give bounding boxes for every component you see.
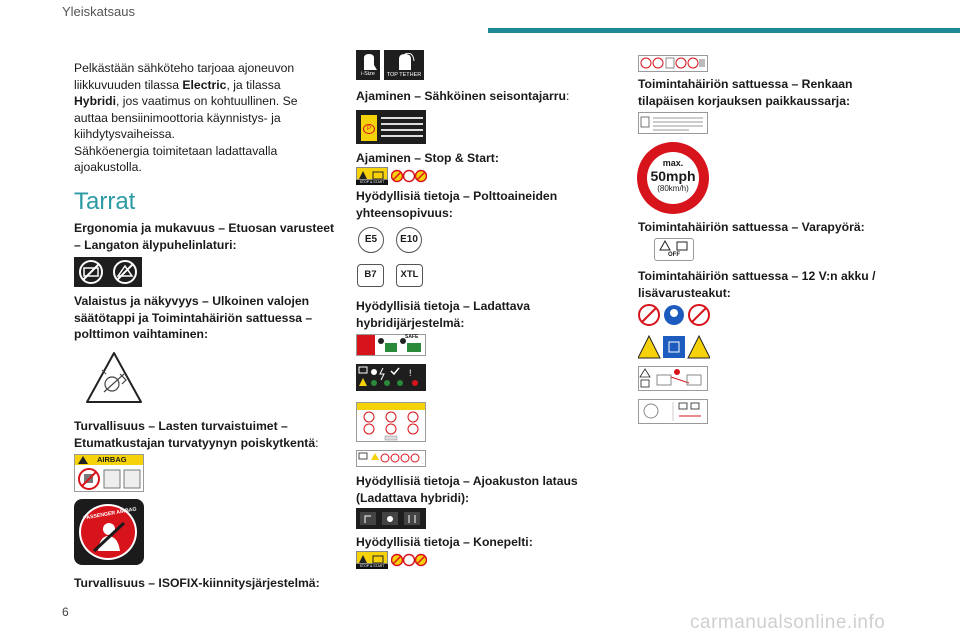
hybrid-prohibitions-icon — [359, 411, 423, 441]
hybrid-label-3 — [356, 402, 426, 442]
stop-start-label: STOP & START SYSTEM — [356, 167, 426, 185]
svg-text:!: ! — [409, 368, 412, 378]
heading-charging: Hyödyllisiä tietoja – Ajoakuston lataus (Ladattava hybridi): — [356, 474, 578, 505]
heading-parking-brake: Ajaminen – Sähköinen seisontajarru: — [356, 89, 570, 103]
airbag-warning-label — [74, 454, 144, 492]
battery-warning-icons — [638, 334, 710, 360]
intro-paragraph — [74, 60, 344, 176]
heading-spare-wheel: Toimintahäiriön sattuessa – Varapyörä: — [638, 220, 865, 234]
heading-battery: Toimintahäiriön sattuessa – 12 V:n akku / lisävarusteakut: — [638, 269, 876, 300]
heading-valaistus: Valaistus ja näkyvyys – Ulkoinen valojen säätötappi ja Toimintahäiriön sattuessa – polttimon vaihtaminen: — [74, 294, 313, 341]
bonnet-label: STOP & START SYSTEM — [356, 551, 426, 569]
top-tether-logo: TOP TETHER — [384, 50, 424, 80]
tether-seat-icon — [395, 53, 415, 71]
heading-fuel: Hyödyllisiä tietoja – Polttoaineiden yhteensopivuus: — [356, 189, 558, 220]
fuel-badge-b7: B7 — [357, 264, 384, 287]
parking-icon: P — [363, 124, 375, 134]
isize-logo: i-Size — [356, 50, 380, 80]
intro-line: auttaa bensiinimoottoria käynnistys- ja — [74, 110, 281, 125]
heading-ergonomia: Ergonomia ja mukavuus – Etuosan varusteet – Langaton älypuhelinlaturi: — [74, 221, 335, 252]
off-label: OFF — [668, 252, 680, 258]
battery-jump-icon — [639, 400, 707, 423]
fuel-badge-xtl: XTL — [396, 264, 423, 287]
intro-line: kiihdytysvaiheissa. — [74, 127, 175, 141]
child-seat-icon — [92, 521, 126, 553]
heading-bonnet: Hyödyllisiä tietoja – Konepelti: — [356, 535, 533, 549]
charging-label — [356, 508, 426, 529]
heading-isofix: Turvallisuus – ISOFIX-kiinnitysjärjestelmä: — [74, 576, 320, 590]
intro-line: ajoakustolla. — [74, 160, 142, 174]
hybrid-symbol-row-icon — [357, 451, 425, 466]
speed-limit-sign — [637, 142, 709, 214]
airbag-text: AIRBAG — [97, 455, 127, 464]
intro-line: Hybridi, jos vaatimus on kohtuullinen. Se — [74, 94, 298, 108]
hybrid-label-4 — [356, 450, 426, 467]
passenger-airbag-text: PASSENGER AIRBAG — [82, 506, 138, 522]
battery-connect-icon — [639, 367, 707, 390]
intro-line: liikkuvuuden tilassa Electric, ja tilassa — [74, 77, 281, 92]
page-number: 6 — [62, 605, 69, 619]
child-seat-icon — [359, 53, 379, 71]
wireless-charger-label — [74, 257, 142, 287]
speed-max: max. — [662, 158, 684, 168]
hybrid-label-2 — [356, 364, 426, 391]
hybrid-warning-icons — [357, 365, 425, 390]
heading-lasten: Turvallisuus – Lasten turvaistuimet – Etumatkustajan turvatyynyn poiskytkentä: — [74, 419, 319, 450]
battery-label-2 — [638, 399, 708, 424]
fuel-badge-e10: E10 — [396, 227, 422, 253]
speed-value: 50mph — [650, 168, 696, 184]
warning-triangle-icon — [77, 455, 89, 465]
fuel-badge-e5: E5 — [358, 227, 384, 253]
watermark: carmanualsonline.info — [690, 612, 886, 633]
hybrid-label-1: SAFE — [356, 334, 426, 356]
charging-icons — [357, 509, 425, 528]
repair-kit-label — [638, 112, 708, 134]
repair-kit-symbols — [638, 55, 708, 72]
intro-line: Pelkästään sähköteho tarjoaa ajoneuvon — [74, 61, 295, 75]
spare-wheel-label — [654, 238, 694, 261]
heading-repair-kit: Toimintahäiriön sattuessa – Renkaan tilapäisen korjauksen paikkaussarja: — [638, 77, 853, 108]
heading-stop-start: Ajaminen – Stop & Start: — [356, 151, 499, 165]
running-header: Yleiskatsaus — [62, 4, 135, 19]
bulb-warning-icon — [84, 350, 144, 406]
intro-line: Sähköenergia toimitetaan ladattavalla — [74, 143, 278, 158]
speed-kmh: (80km/h) — [657, 184, 689, 193]
battery-prohibition-icons — [638, 303, 710, 327]
no-flame-icons — [391, 551, 427, 569]
heading-hybrid: Hyödyllisiä tietoja – Ladattava hybridijärjestelmä: — [356, 299, 531, 330]
repair-kit-icons — [639, 56, 707, 71]
header-accent-bar — [488, 28, 960, 33]
repair-kit-text-icon — [639, 113, 707, 133]
parking-brake-label — [356, 110, 426, 144]
battery-label-1 — [638, 366, 708, 391]
section-title: Tarrat — [74, 188, 136, 215]
no-flame-icons — [391, 167, 427, 185]
passenger-airbag-label — [74, 499, 144, 565]
no-card-phone-icon — [75, 258, 141, 286]
rear-facing-seat-forbidden-icon — [78, 467, 142, 491]
